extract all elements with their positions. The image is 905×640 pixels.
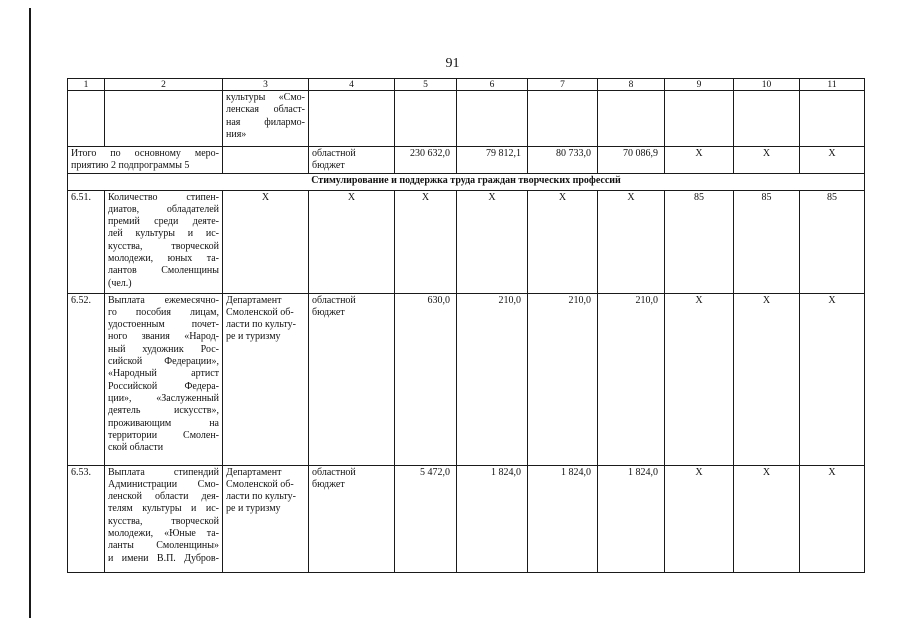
value-cell: X [734, 147, 800, 174]
value-cell: 70 086,9 [598, 147, 665, 174]
value-cell: X [457, 190, 528, 293]
executor-cell: Департамент Смоленской об- ласти по культу- ре и туризму [223, 293, 309, 465]
value-cell: 230 632,0 [395, 147, 457, 174]
header-cell: 8 [598, 79, 665, 91]
header-cell: 3 [223, 79, 309, 91]
header-cell: 6 [457, 79, 528, 91]
header-cell: 11 [800, 79, 865, 91]
value-cell: 80 733,0 [528, 147, 598, 174]
value-cell: X [528, 190, 598, 293]
page-number: 91 [445, 56, 460, 71]
value-cell: X [800, 465, 865, 572]
program-table [67, 78, 865, 573]
value-cell: X [800, 147, 865, 174]
measure-name: Выплата стипендий Администрации Смо- ленской области дея- телям культуры и ис- кусства, творческой молодежи, «Юные та- ланты Смоленщины» и имени В.П. Дубров- [105, 465, 223, 572]
row-number: 6.53. [68, 465, 105, 572]
header-cell: 10 [734, 79, 800, 91]
value-cell: X [309, 190, 395, 293]
value-cell: 79 812,1 [457, 147, 528, 174]
value-cell: 85 [734, 190, 800, 293]
header-cell: 7 [528, 79, 598, 91]
value-cell: X [734, 465, 800, 572]
value-cell: 85 [665, 190, 734, 293]
value-cell: 1 824,0 [457, 465, 528, 572]
value-cell: 210,0 [528, 293, 598, 465]
row-number: 6.52. [68, 293, 105, 465]
table-row [68, 190, 865, 293]
value-cell: 1 824,0 [528, 465, 598, 572]
header-cell: 9 [665, 79, 734, 91]
value-cell: 210,0 [457, 293, 528, 465]
value-cell: X [665, 293, 734, 465]
section-title: Стимулирование и поддержка труда граждан творческих профессий [68, 173, 865, 190]
measure-name: Выплата ежемесячно- го пособия лицам, удостоенным почет- ного звания «Народ- ный художник Рос- сийской Федерации», «Народный артист Российской Федера- ции», «Заслуженный деятель искусств», проживающим на территории Смолен- ской области [105, 293, 223, 465]
row-number: 6.51. [68, 190, 105, 293]
value-cell: X [800, 293, 865, 465]
value-cell: X [395, 190, 457, 293]
value-cell: 5 472,0 [395, 465, 457, 572]
value-cell: 85 [800, 190, 865, 293]
funding-source: областной бюджет [309, 465, 395, 572]
total-row [68, 147, 865, 174]
value-cell: X [223, 190, 309, 293]
table-row [68, 465, 865, 572]
section-row [68, 173, 865, 190]
executor-cell: культуры «Смо- ленская област- ная филармо- ния» [223, 91, 309, 147]
header-cell: 2 [105, 79, 223, 91]
funding-source: областной бюджет [309, 293, 395, 465]
table-row [68, 293, 865, 465]
value-cell: 1 824,0 [598, 465, 665, 572]
continuation-row [68, 91, 865, 147]
total-label: Итого по основному меро- приятию 2 подпрограммы 5 [68, 147, 223, 174]
executor-cell: Департамент Смоленской об- ласти по культу- ре и туризму [223, 465, 309, 572]
header-cell: 1 [68, 79, 105, 91]
value-cell: X [665, 147, 734, 174]
value-cell: 210,0 [598, 293, 665, 465]
measure-name: Количество стипен- диатов, обладателей премий среди деяте- лей культуры и ис- кусства, творческой молодежи, юных та- лантов Смоленщины (чел.) [105, 190, 223, 293]
value-cell: 630,0 [395, 293, 457, 465]
binding-line [29, 8, 31, 618]
funding-source: областной бюджет [309, 147, 395, 174]
value-cell: X [734, 293, 800, 465]
header-row [68, 79, 865, 91]
header-cell: 5 [395, 79, 457, 91]
header-cell: 4 [309, 79, 395, 91]
value-cell: X [598, 190, 665, 293]
value-cell: X [665, 465, 734, 572]
